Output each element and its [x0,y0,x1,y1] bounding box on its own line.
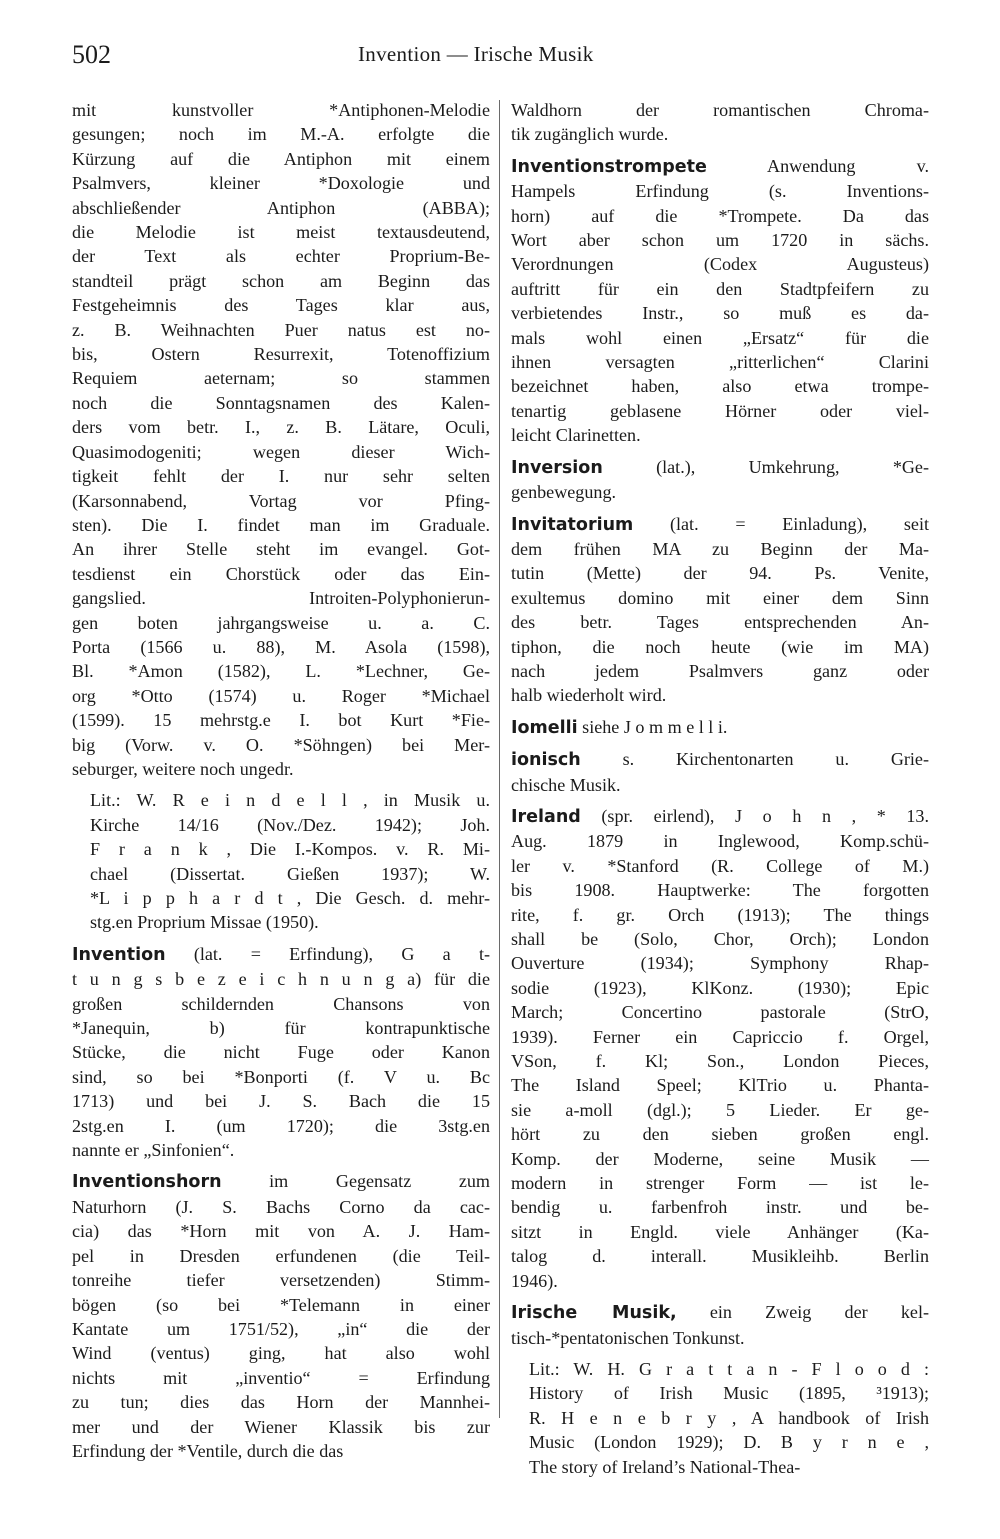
text-line: VSon, f. Kl; Son., London Pieces, [511,1051,929,1072]
entry-keyword: Inversion [511,457,603,478]
text-line: verbietendes Instr., so muß es da- [511,303,929,324]
text-line: gangslied. Introiten-Polyphonierun- [72,588,490,609]
text-line: halb wiederholt wird. [511,685,667,706]
dictionary-entry [511,747,929,797]
text-line: 2stg.en I. (um 1720); die 3stg.en [72,1115,490,1136]
text-line: bezeichnet haben, also etwa trompe- [511,376,929,397]
text-line: 1939). Ferner ein Capriccio f. Orgel, [511,1026,929,1047]
text-line: tik zugänglich wurde. [511,124,669,145]
column-divider [499,100,500,1418]
text-line: (Karsonnabend, Vortag vor Pfing- [72,490,490,511]
entry-keyword: Iomelli [511,717,578,738]
text-line: standteil prägt schon am Beginn das [72,270,490,291]
text-line: tisch-*pentatonischen Tonkunst. [511,1327,745,1348]
text-line: die Melodie ist meist textausdeutend, [72,222,490,243]
text-line: Wind (ventus) ging, hat also wohl [72,1343,490,1364]
dictionary-entry [511,804,929,1293]
text-line: genbewegung. [511,482,617,503]
text-line: org *Otto (1574) u. Roger *Michael [72,685,490,706]
dictionary-entry [72,942,490,1163]
dictionary-entry [511,1300,929,1350]
text-line: An ihrer Stelle steht im evangel. Got- [72,539,490,560]
text-fragment: im Gegensatz zum [221,1171,490,1192]
text-line: 1713) und bei J. S. Bach die 15 [72,1091,490,1112]
text-line: Kantate um 1751/52), „in“ die der [72,1318,490,1339]
text-line: shall be (Solo, Chor, Orch); London [511,929,929,949]
text-line: gesungen; noch im M.-A. erfolgte die [72,124,490,145]
text-fragment: Anwendung v. [706,155,929,176]
dictionary-entry [511,512,929,708]
text-line: Verordnungen (Codex Augusteus) [511,254,929,275]
text-line: leicht Clarinetten. [511,425,641,446]
text-line: Wort aber schon um 1720 in sächs. [511,230,929,251]
text-line: cia) das *Horn mit von A. J. Ham- [72,1221,490,1242]
text-line: Requiem aeternam; so stammen [72,368,490,389]
entry-keyword: Invention [72,944,166,965]
text-line: nannte er „Sinfonien“. [72,1140,235,1161]
text-fragment: s. Kirchentonarten u. Grie- [580,749,929,770]
entry-keyword: Inventionshorn [72,1172,222,1193]
text-line: F r a n k , Die I.-Kompos. v. R. Mi- [90,839,490,860]
text-fragment: siehe J o m m e l l i. [577,716,728,737]
text-fragment: (spr. eirlend), J o h n , * 13. [580,805,929,826]
entry-keyword: Irische Musik, [511,1303,677,1324]
text-line [72,1169,490,1194]
text-line: dem frühen MA zu Beginn der Ma- [511,538,929,559]
text-line: bis, Ostern Resurrexit, Totenoffizium [72,344,490,365]
text-line: zu tun; dies das Horn der Mannhei- [72,1392,490,1413]
text-line [511,804,929,829]
text-line: Erfindung der *Ventile, durch die das [72,1440,344,1461]
entry-keyword: ionisch [511,750,581,771]
text-line: R. H e n e b r y , A handbook of Irish [529,1407,929,1428]
text-line: Bl. *Amon (1582), L. *Lechner, Ge- [72,661,490,682]
text-line: z. B. Weihnachten Puer natus est no- [72,319,490,340]
text-line: tigkeit fehlt der I. nur sehr selten [72,466,490,487]
text-line: Lit.: W. R e i n d e l l , in Musik u. [90,790,490,811]
text-line: Ouverture (1934); Symphony Rhap- [511,953,929,974]
text-line: auftritt für ein den Stadtpfeifern zu [511,278,929,299]
text-line [511,1300,929,1325]
text-line [511,747,929,772]
text-line: Kürzung auf die Antiphon mit einem [72,148,490,169]
text-line: sten). Die I. findet man im Graduale. [72,514,490,535]
dictionary-entry [511,455,929,505]
text-line: sind, so bei *Bonporti (f. V u. Bc [72,1066,490,1087]
text-line: tesdienst ein Chorstück oder das Ein- [72,563,490,584]
text-line [511,715,929,740]
text-line: Porta (1566 u. 88), M. Asola (1598), [72,636,490,657]
text-line: hört zu den sieben großen engl. [511,1124,929,1145]
text-line: bis 1908. Hauptwerke: The forgotten [511,880,929,901]
text-line: *L i p p h a r d t , Die Gesch. d. mehr- [90,888,490,908]
text-line: modern in strenger Form — ist le- [511,1173,929,1194]
running-title: Invention — Irische Musik [358,42,594,66]
text-line: Aug. 1879 in Inglewood, Komp.schü- [511,831,929,852]
text-line: 1946). [511,1270,558,1291]
text-line: mer und der Wiener Klassik bis zur [72,1416,490,1437]
text-line: tutin (Mette) der 94. Ps. Venite, [511,563,929,584]
text-line: History of Irish Music (1895, ³1913); [529,1383,929,1404]
text-line: Hampels Erfindung (s. Inventions- [511,181,929,202]
text-line: rite, f. gr. Orch (1913); The things [511,904,929,925]
text-line: Waldhorn der romantischen Chroma- [511,100,929,120]
text-line: exultemus domino mit einer dem Sinn [511,587,929,608]
text-line: nichts mit „inventio“ = Erfindung [72,1367,490,1388]
dictionary-entry [511,154,929,448]
text-line: sie a-moll (dgl.); 5 Lieder. Er ge- [511,1099,929,1120]
text-line: Kirche 14/16 (Nov./Dez. 1942); Joh. [90,814,490,835]
text-line [72,942,490,967]
page-header [72,38,932,78]
text-line: pel in Dresden erfundenen (die Teil- [72,1245,490,1266]
text-line: big (Vorw. v. O. *Söhngen) bei Mer- [72,734,490,755]
text-line: mit kunstvoller *Antiphonen-Melodie [72,100,490,120]
text-line: seburger, weitere noch ungedr. [72,758,294,779]
text-line: horn) auf die *Trompete. Da das [511,205,929,226]
text-line: Music (London 1929); D. B y r n e , [529,1432,929,1453]
text-line: sodie (1923), KlKonz. (1930); Epic [511,977,929,998]
text-line: noch die Sonntagsnamen des Kalen- [72,392,490,413]
left-column [72,98,490,1470]
text-line: gen boten jahrgangsweise u. a. C. [72,612,490,633]
text-line: (1599). 15 mehrstg.e I. bot Kurt *Fie- [72,710,490,731]
right-column [511,98,929,1486]
text-line [511,455,929,480]
text-line: Quasimodogeniti; wegen dieser Wich- [72,441,490,462]
text-line: ihnen versagten „ritterlichen“ Clarini [511,352,929,373]
text-line: bendig u. farbenfroh instr. und be- [511,1197,929,1218]
text-fragment: (lat.), Umkehrung, *Ge- [602,456,929,477]
text-line: tiphon, die noch heute (wie im MA) [511,636,929,657]
text-line: bögen (so bei *Telemann in einer [72,1294,490,1315]
text-fragment: (lat. = Einladung), seit [633,513,929,534]
text-line: *Janequin, b) für kontrapunktische [72,1018,490,1039]
entry-continuation [511,98,929,147]
literature-note [72,788,490,934]
text-line: March; Concertino pastorale (StrO, [511,1002,929,1023]
page-number: 502 [72,40,111,69]
literature-note [511,1357,929,1479]
text-line: Psalmvers, kleiner *Doxologie und [72,173,490,194]
entry-keyword: Inventionstrompete [511,156,707,177]
text-line: tonreihe tiefer versetzenden) Stimm- [72,1270,490,1291]
text-line: mals wohl einen „Ersatz“ für die [511,327,929,348]
text-line: chische Musik. [511,774,621,795]
text-line: stg.en Proprium Missae (1950). [90,912,319,933]
entry-keyword: Invitatorium [511,514,634,535]
entry-continuation [72,98,490,781]
text-line: chael (Dissertat. Gießen 1937); W. [90,863,490,884]
dictionary-entry [511,715,929,740]
text-line: Stücke, die nicht Fuge oder Kanon [72,1042,490,1063]
text-line: Naturhorn (J. S. Bachs Corno da cac- [72,1196,490,1217]
text-line: talog d. interall. Musikleihb. Berlin [511,1246,929,1267]
text-line: ders vom betr. I., z. B. Lätare, Oculi, [72,417,490,438]
text-line: des betr. Tages entsprechenden An- [511,612,929,633]
text-line [511,512,929,537]
text-line: ler v. *Stanford (R. College of M.) [511,855,929,876]
text-line: The story of Ireland’s National-Thea- [529,1456,801,1477]
text-line: nach jedem Psalmvers ganz oder [511,660,929,681]
dictionary-entry [72,1169,490,1463]
text-line: großen schildernden Chansons von [72,993,490,1014]
text-line: sitzt in Engld. viele Anhänger (Ka- [511,1221,929,1242]
text-line: Festgeheimnis des Tages klar aus, [72,295,490,316]
text-line: der Text als echter Proprium-Be- [72,246,490,267]
text-line: The Island Speel; KlTrio u. Phanta- [511,1075,929,1096]
text-fragment: ein Zweig der kel- [676,1302,929,1323]
text-line: t u n g s b e z e i c h n u n g a) für die [72,969,490,990]
text-line: tenartig geblasene Hörner oder viel- [511,400,929,421]
text-line: abschließender Antiphon (ABBA); [72,197,490,218]
text-fragment: (lat. = Erfindung), G a t- [165,943,490,964]
text-line: Lit.: W. H. G r a t t a n - F l o o d : [529,1358,929,1379]
text-line: Komp. der Moderne, seine Musik — [511,1148,929,1169]
entry-keyword: Ireland [511,806,581,827]
text-line [511,154,929,179]
